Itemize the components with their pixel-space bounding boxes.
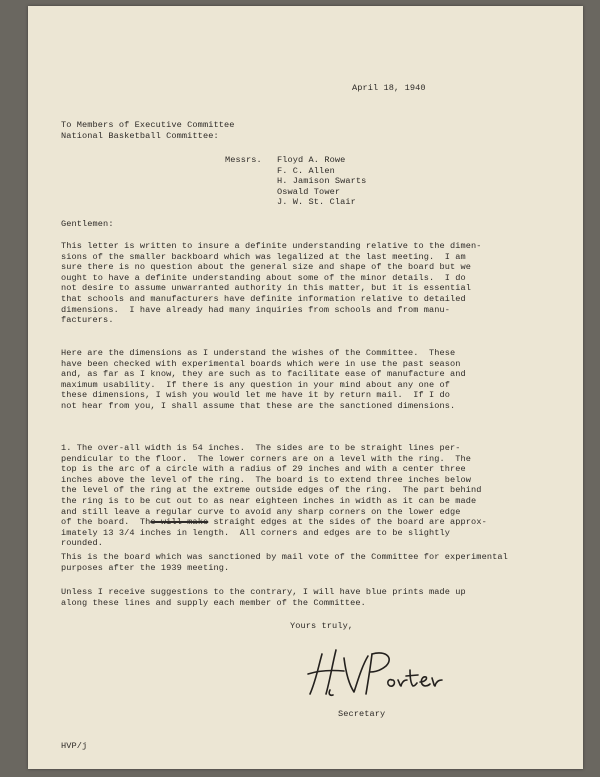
- text-line: not desire to assume unwarranted authority in this matter, but it is essential: [61, 283, 472, 294]
- text-line: sions of the smaller backboard which was legalized at the last meeting. I am: [61, 251, 466, 262]
- paragraph-intro: [61, 241, 482, 326]
- text-line: that schools and manufacturers have definite information relative to detailed: [61, 293, 466, 304]
- recipient-name: Oswald Tower: [277, 186, 341, 197]
- text-line: This is the board which was sanctioned by mail vote of the Committee for experimental: [61, 552, 508, 562]
- text-line: facturers.: [61, 315, 114, 326]
- text-line: [61, 517, 487, 527]
- addressee-block: [61, 120, 234, 141]
- text-line: along these lines and supply each member of the Committee.: [61, 597, 366, 608]
- complimentary-close: Yours truly,: [290, 621, 354, 631]
- typist-initials: HVP/j: [61, 741, 88, 751]
- text-line: have been checked with experimental boards which were in use the past season: [61, 358, 461, 369]
- addressee-line: To Members of Executive Committee: [61, 120, 235, 130]
- text-line: these dimensions, I wish you would let me have it by return mail. If I do: [61, 390, 451, 401]
- addressee-line: National Basketball Committee:: [61, 130, 219, 141]
- text-line: ought to have a definite understanding about some of the minor details. I do: [61, 272, 466, 283]
- text-line: top is the arc of a circle with a radius of 29 inches and with a center three: [61, 464, 466, 475]
- paragraph-dimensions-intro: [61, 348, 466, 412]
- text-line: This letter is written to insure a definite understanding relative to the dimen-: [61, 241, 482, 251]
- text-line: rounded.: [61, 538, 104, 549]
- text-line: 1. The over-all width is 54 inches. The sides are to be straight lines per-: [61, 443, 461, 453]
- text-line: and, as far as I know, they are such as to facilitate ease of manufacture and: [61, 369, 466, 380]
- paragraph-blueprints: [61, 587, 466, 608]
- salutation: Gentlemen:: [61, 219, 114, 229]
- text-line: Here are the dimensions as I understand the wishes of the Committee. These: [61, 348, 456, 358]
- text-line: inches above the level of the ring. The board is to extend three inches below: [61, 474, 472, 485]
- text-segment: straight edges at the sides of the board are approx-: [208, 517, 487, 528]
- text-line: not hear from you, I shall assume that these are the sanctioned dimensions.: [61, 400, 456, 411]
- text-line: dimensions. I have already had many inquiries from schools and from manu-: [61, 304, 451, 315]
- struck-text: e will make: [150, 517, 209, 528]
- text-line: maximum usability. If there is any question in your mind about any one of: [61, 379, 451, 390]
- recipient-name: H. Jamison Swarts: [277, 176, 367, 187]
- signer-title: Secretary: [338, 709, 386, 719]
- text-line: pendicular to the floor. The lower corners are on a level with the ring. The: [61, 453, 472, 464]
- recipient-name: J. W. St. Clair: [277, 197, 356, 208]
- text-line: purposes after the 1939 meeting.: [61, 562, 230, 573]
- text-line: and still leave a regular curve to avoid any sharp corners on the lower edge: [61, 506, 461, 517]
- text-segment: of the board. Th: [61, 517, 151, 528]
- text-line: sure there is no question about the general size and shape of the board but we: [61, 262, 472, 273]
- handwritten-signature: [300, 640, 450, 702]
- text-line: the level of the ring at the extreme outside edges of the ring. The part behind: [61, 485, 482, 496]
- letter-date: April 18, 1940: [352, 83, 426, 93]
- recipient-name: F. C. Allen: [277, 165, 335, 176]
- paragraph-sanction: [61, 552, 508, 573]
- recipient-name: Floyd A. Rowe: [277, 155, 346, 165]
- recipient-list: [277, 155, 366, 208]
- paragraph-specifications: [61, 443, 487, 549]
- text-line: the ring is to be cut out to as near eighteen inches in width as it can be made: [61, 495, 477, 506]
- messrs-label: Messrs.: [225, 155, 262, 165]
- text-line: imately 13 3/4 inches in length. All corners and edges are to be slightly: [61, 527, 451, 538]
- text-line: Unless I receive suggestions to the contrary, I will have blue prints made up: [61, 587, 466, 597]
